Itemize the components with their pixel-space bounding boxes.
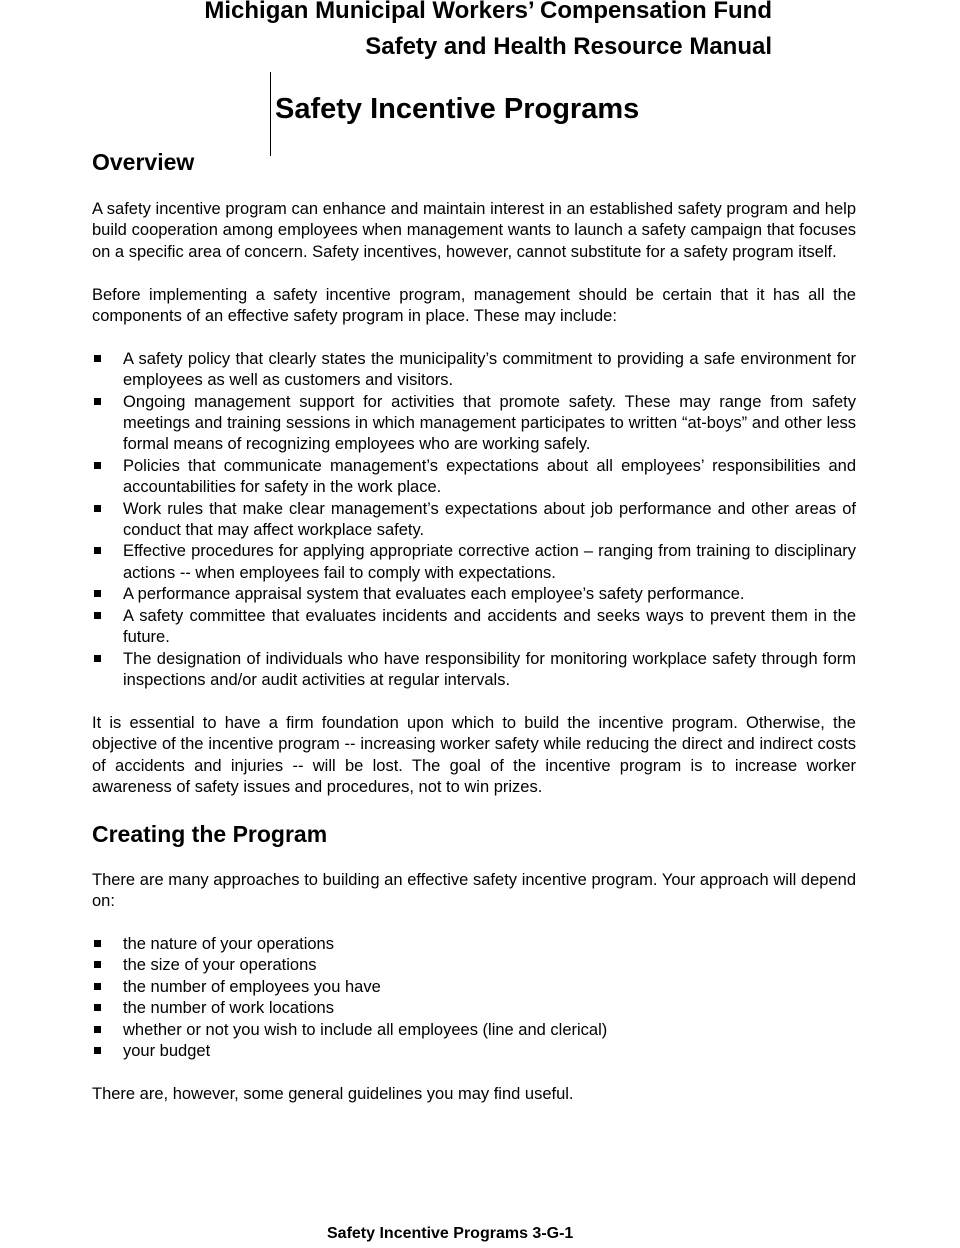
list-item: A safety policy that clearly states the municipality’s commitment to providing a safe environment for employees as well as customers and visitors. xyxy=(92,349,856,392)
square-bullet-icon xyxy=(94,398,101,405)
paragraph-approaches: There are many approaches to building an effective safety incentive program. Your approach will depend on: xyxy=(92,870,856,911)
square-bullet-icon xyxy=(94,983,101,990)
list-item: the number of work locations xyxy=(92,998,856,1019)
list-item: your budget xyxy=(92,1041,856,1062)
document-body xyxy=(92,199,856,1127)
page-footer: Safety Incentive Programs 3-G-1 xyxy=(327,1225,574,1242)
square-bullet-icon xyxy=(94,961,101,968)
square-bullet-icon xyxy=(94,940,101,947)
list-item: A safety committee that evaluates incidents and accidents and seeks ways to prevent them in the future. xyxy=(92,606,856,649)
components-list xyxy=(92,349,856,692)
list-item: the size of your operations xyxy=(92,955,856,976)
square-bullet-icon xyxy=(94,355,101,362)
square-bullet-icon xyxy=(94,590,101,597)
paragraph-foundation: It is essential to have a firm foundation upon which to build the incentive program. Otherwise, the objective of the incentive program -- increasing worker safety while reducing the direct and indirect costs of accidents and injuries -- will be lost. The goal of the incentive program is to increase worker awareness of safety issues and procedures, not to win prizes. xyxy=(92,713,856,796)
title-divider xyxy=(270,72,271,156)
list-item: the number of employees you have xyxy=(92,977,856,998)
paragraph-before-implementing: Before implementing a safety incentive program, management should be certain that it has all the components of an effective safety program in place. These may include: xyxy=(92,285,856,326)
manual-header-title: Safety and Health Resource Manual xyxy=(365,33,772,60)
approach-list xyxy=(92,934,856,1062)
list-item: A performance appraisal system that evaluates each employee’s safety performance. xyxy=(92,584,856,605)
section-label-overview: Overview xyxy=(92,149,195,175)
square-bullet-icon xyxy=(94,1026,101,1033)
square-bullet-icon xyxy=(94,612,101,619)
list-item: Policies that communicate management’s expectations about all employees’ responsibilities and accountabilities for safety in the work place. xyxy=(92,456,856,499)
square-bullet-icon xyxy=(94,462,101,469)
square-bullet-icon xyxy=(94,505,101,512)
page-title: Safety Incentive Programs xyxy=(275,93,640,125)
square-bullet-icon xyxy=(94,547,101,554)
list-item: whether or not you wish to include all employees (line and clerical) xyxy=(92,1020,856,1041)
list-item: Ongoing management support for activities that promote safety. These may range from safety meetings and training sessions in which management participates to written “at-boys” and other less formal means of recognizing employees who are working safely. xyxy=(92,392,856,456)
list-item: The designation of individuals who have responsibility for monitoring workplace safety through form inspections and/or audit activities at regular intervals. xyxy=(92,649,856,692)
list-item: the nature of your operations xyxy=(92,934,856,955)
list-item: Effective procedures for applying appropriate corrective action – ranging from training to disciplinary actions -- when employees fail to comply with expectations. xyxy=(92,541,856,584)
paragraph-intro: A safety incentive program can enhance and maintain interest in an established safety program and help build cooperation among employees when management wants to launch a safety campaign that focuses on a specific area of concern. Safety incentives, however, cannot substitute for a safety program itself. xyxy=(92,200,856,261)
square-bullet-icon xyxy=(94,1004,101,1011)
section-heading-creating: Creating the Program xyxy=(92,820,328,847)
square-bullet-icon xyxy=(94,655,101,662)
manual-header-fund: Michigan Municipal Workers’ Compensation Fund xyxy=(204,0,772,24)
paragraph-guidelines: There are, however, some general guidelines you may find useful. xyxy=(92,1084,574,1103)
list-item: Work rules that make clear management’s expectations about job performance and other areas of conduct that may affect workplace safety. xyxy=(92,499,856,542)
square-bullet-icon xyxy=(94,1047,101,1054)
